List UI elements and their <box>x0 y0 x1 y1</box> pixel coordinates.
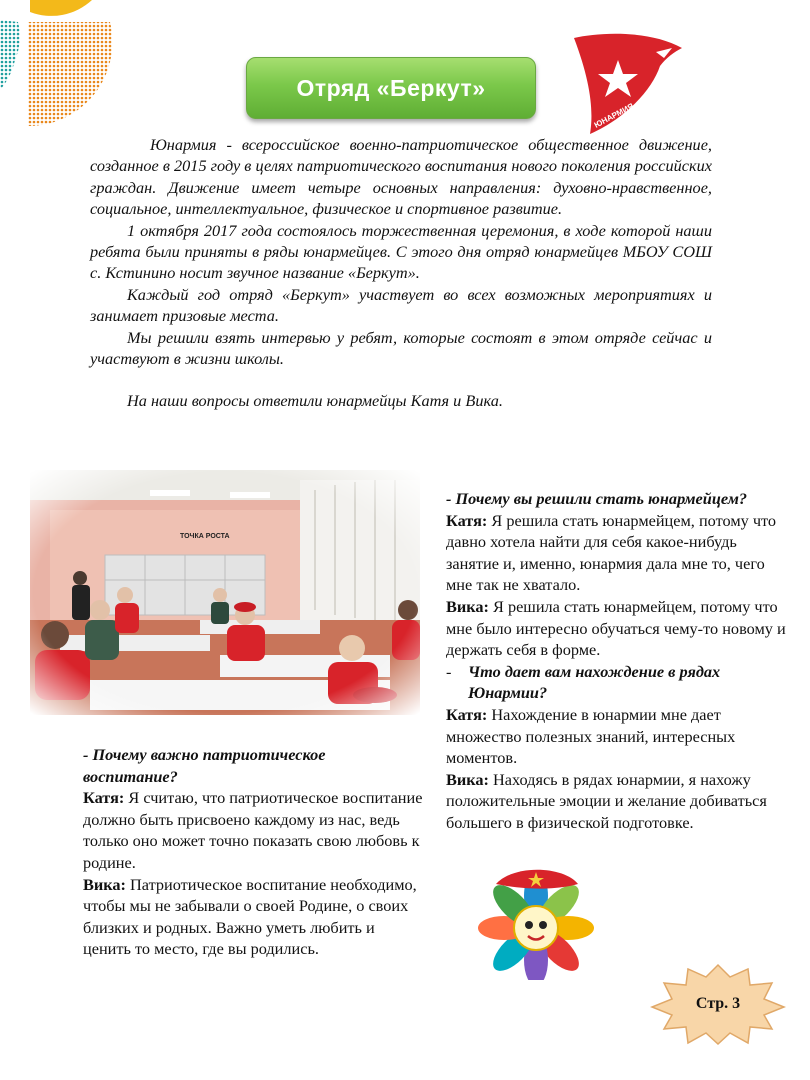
answer-text: Находясь в рядах юнармии, я нахожу положительные эмоции и желание добиваться большего в физической подготовке. <box>446 769 767 832</box>
corner-decoration <box>0 0 120 130</box>
answer-text: Я считаю, что патриотическое воспитание должно быть присвоено каждому из нас, ведь только оно может точно показать свою любовь к родине. <box>83 788 423 872</box>
mascot-flower-icon <box>474 862 599 980</box>
question-why-join: - Почему вы решили стать юнармейцем? <box>446 489 748 508</box>
answer-text: Патриотическое воспитание необходимо, чтобы мы не забывали о своей Родине, о своих близких и родных. Важно уметь любить и ценить то место, где вы родились. <box>83 874 417 959</box>
intro-paragraph-5: На наши вопросы ответили юнармейцы Катя и Вика. <box>127 391 503 411</box>
intro-paragraph-4: Мы решили взять интервью у ребят, которые состоят в этом отряде сейчас и участвуют в жизни школы. <box>90 327 712 369</box>
logo-text: ЮНАРМИЯ <box>592 101 636 130</box>
speaker-name: Вика: <box>83 874 126 894</box>
yunarmia-logo <box>560 30 690 138</box>
speaker-name: Вика: <box>446 596 489 616</box>
section-title: Отряд «Беркут» <box>246 57 536 119</box>
question-patriotic: - Почему важно патриотическое воспитание? <box>83 745 326 786</box>
interview-left <box>83 744 423 960</box>
answer-vika-1 <box>83 874 423 960</box>
speaker-name: Катя: <box>83 788 125 808</box>
answer-vika-2 <box>446 596 791 661</box>
question-text: Что дает вам нахождение в рядах Юнармии? <box>468 661 721 703</box>
intro-paragraph-2: 1 октября 2017 года состоялось торжественная церемония, в ходе которой наши ребята были приняты в ряды юнармейцев. С этого дня отряд юнармейцев МБОУ СОШ с. Кстинино носит звучное название «Беркут». <box>90 220 712 283</box>
intro-paragraph-3: Каждый год отряд «Беркут» участвует во всех возможных мероприятиях и занимает призовые места. <box>90 284 712 326</box>
intro-paragraph-1: Юнармия - всероссийское военно-патриотическое общественное движение, созданное в 2015 году в целях патриотического воспитания нового поколения российских граждан. Движение имеет четыре основных направления: духовно-нравственное, социальное, интеллектуальное, физическое и спортивное развитие. <box>90 135 712 219</box>
answer-katya-2 <box>446 510 791 596</box>
answer-text: Я решила стать юнармейцем, потому что давно хотела найти для себя какое-нибудь занятие и, именно, юнармия дала мне то, чего мне так не хватало. <box>446 510 777 595</box>
answer-katya-1 <box>83 787 423 873</box>
speaker-name: Катя: <box>446 510 488 530</box>
list-dash: - <box>446 661 452 681</box>
speaker-name: Катя: <box>446 704 488 724</box>
question-what-gives <box>446 661 791 704</box>
intro-text <box>90 134 712 412</box>
answer-text: Нахождение в юнармии мне дает множество полезных знаний, интересных моментов. <box>446 704 736 768</box>
answer-text: Я решила стать юнармейцем, потому что мне было интересно обучаться чему-то новому и держать себя в форме. <box>446 596 786 660</box>
speaker-name: Вика: <box>446 769 489 789</box>
classroom-photo <box>30 470 420 715</box>
answer-katya-3 <box>446 704 791 769</box>
page-number: Стр. 3 <box>695 995 741 1012</box>
answer-vika-3 <box>446 769 791 834</box>
interview-right <box>446 488 791 834</box>
